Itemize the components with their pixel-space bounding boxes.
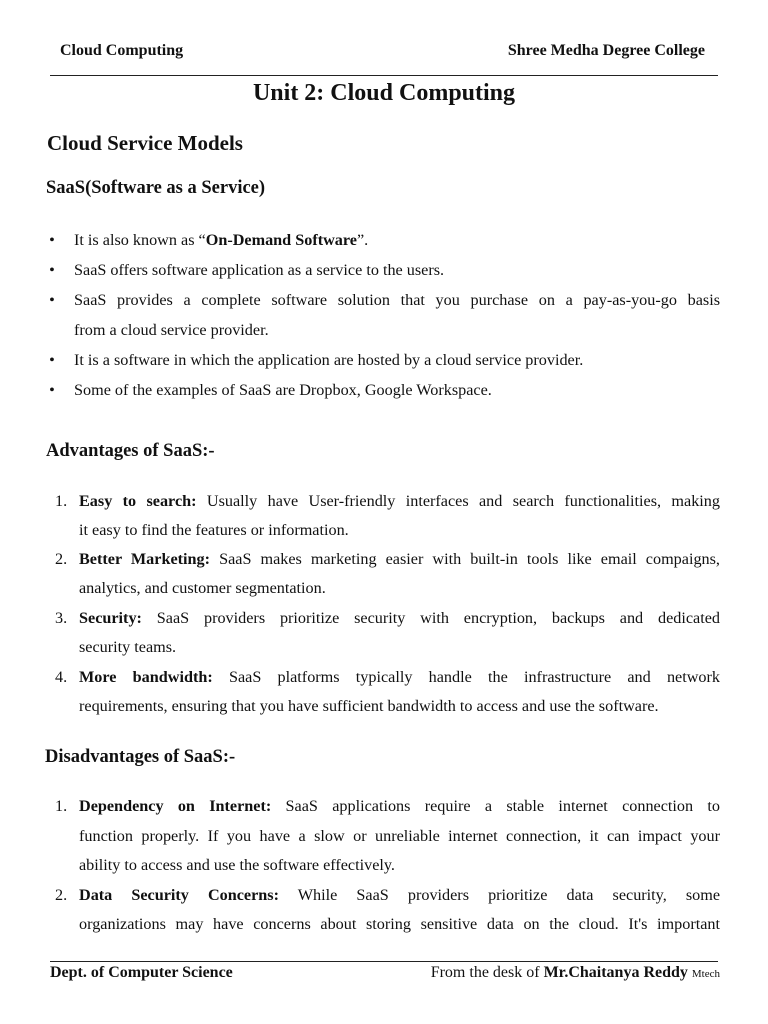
footer-department: Dept. of Computer Science (50, 964, 233, 981)
bullet-icon: • (49, 291, 55, 309)
section-title: Cloud Service Models (47, 131, 243, 155)
bullet-icon: • (49, 381, 55, 399)
bullet-icon: • (49, 231, 55, 249)
header-rule (50, 75, 718, 76)
disadvantages-heading: Disadvantages of SaaS:- (45, 747, 236, 767)
advantages-heading: Advantages of SaaS:- (46, 441, 215, 461)
page-title: Unit 2: Cloud Computing (252, 80, 516, 106)
saas-heading: SaaS(Software as a Service) (46, 178, 266, 198)
header-college: Shree Medha Degree College (507, 42, 705, 59)
header-course: Cloud Computing (60, 42, 184, 59)
page-header (60, 42, 705, 64)
document-page: Cloud Computing Shree Medha Degree College Unit 2: Cloud Computing Cloud Service Models SaaS(Software as a Service) • It is also known as “On-Demand Software”. • SaaS offers software application as a service to the users. • SaaS provides a complete software solution that you purchase on a pay-as-you-go basis from a cloud service provider. • It is a software in which the application are hosted by a cloud service provider. • Some of the examples of SaaS are Dropbox, Google Workspace. Advantages of SaaS:- 1. Easy to search: Usually have User-friendly interfaces and search functionalities, making it easy to find the features or information. 2. Better Marketing: SaaS makes marketing easier with built-in tools like email compaigns, analytics, and customer segmentation. 3. Security: SaaS providers prioritize security with encryption, backups and dedicated security teams. 4. More bandwidth: SaaS platforms typically handle the infrastructure and network requirements, ensuring that you have sufficient bandwidth to access and use the software. Disadvantages of SaaS:- 1. Dependency on Internet: SaaS applications require a stable internet connection to function properly. If you have a slow or unreliable internet connection, it can impact your ability to access and use the software effectively. 2. Data Security Concerns: While SaaS providers prioritize data security, some organizations may have concerns about storing sensitive data on the cloud. It's important Dept. of Computer Science From the desk of Mr.Chaitanya Reddy Mtech (0, 0, 768, 1024)
page-footer (50, 964, 720, 984)
bullet-icon: • (49, 351, 55, 369)
footer-author: From the desk of Mr.Chaitanya Reddy Mtech (430, 964, 720, 981)
footer-rule (50, 961, 718, 962)
bullet-icon: • (49, 261, 55, 279)
